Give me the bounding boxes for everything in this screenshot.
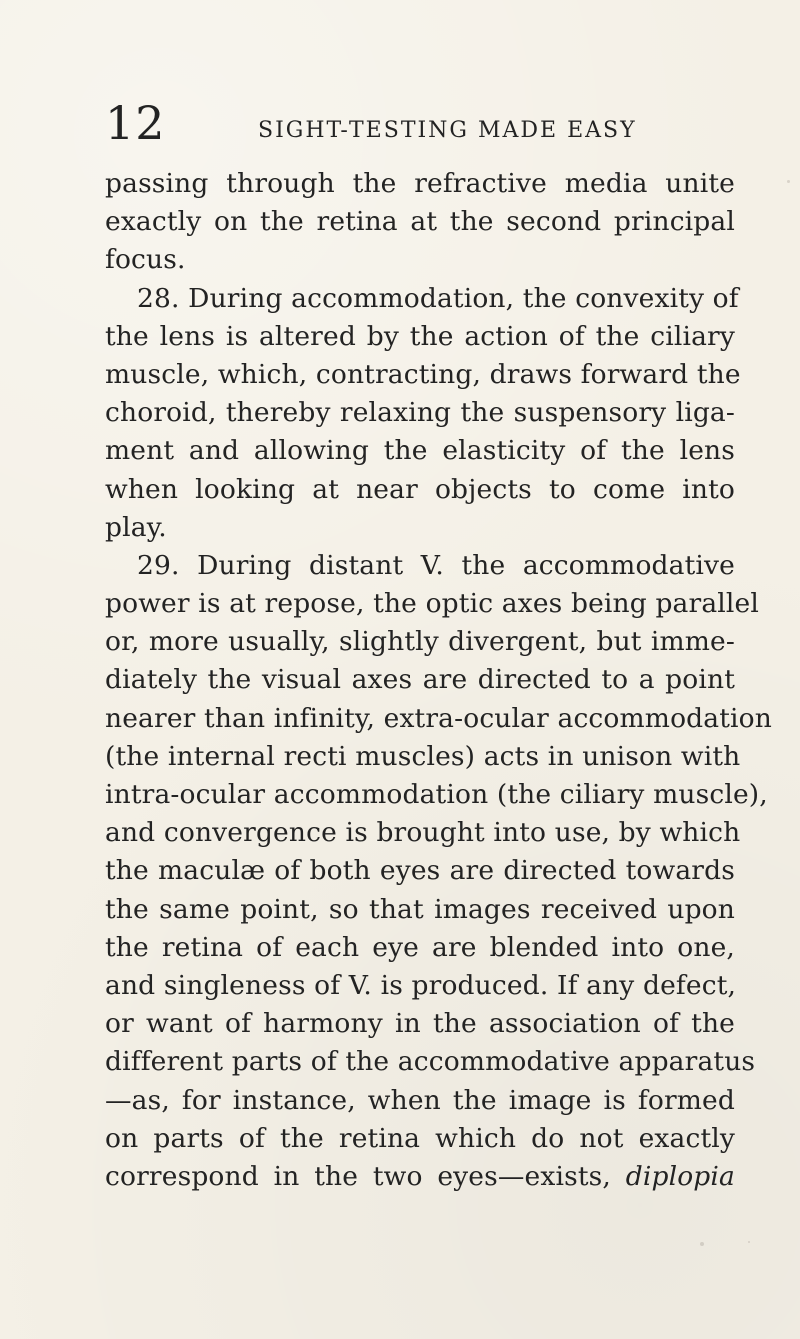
body-text [105,165,772,1196]
text-line: when looking at near objects to come into [105,473,735,505]
running-head: SIGHT-TESTING MADE EASY [258,118,637,143]
paper-dust-mark [787,180,790,183]
text-line: or, more usually, slightly divergent, but imme- [105,626,735,658]
final-text-line [105,1158,735,1196]
paragraph-29-start: 29. During distant V. the accommodative [137,549,735,581]
paper-dust-mark [700,1242,704,1246]
text-line: the retina of each eye are blended into one, [105,931,735,963]
text-line: intra-ocular accommodation (the ciliary muscle), [105,779,768,810]
text-line: nearer than infinity, extra-ocular accommodation [105,702,772,734]
text-line: choroid, thereby relaxing the suspensory liga- [105,397,735,429]
text-line: different parts of the accommodative apparatus [105,1046,756,1078]
text-line: and convergence is brought into use, by which [105,817,741,849]
text-line: diately the visual axes are directed to a point [105,664,735,696]
text-line: passing through the refractive media unite [105,168,735,199]
text-line: (the internal recti muscles) acts in unison with [105,740,741,772]
text-line: muscle, which, contracting, draws forward the [105,358,741,390]
text-line: focus. [105,244,186,276]
text-line: the same point, so that images received upon [105,893,735,925]
paper-dust-mark [748,1241,750,1243]
final-line-text: correspond in the two eyes—exists, [105,1160,611,1192]
text-line: on parts of the retina which do not exactly [105,1122,735,1154]
text-line: exactly on the retina at the second principal [105,206,735,238]
text-line: and singleness of V. is produced. If any defect, [105,969,737,1001]
text-line: the lens is altered by the action of the ciliary [105,320,735,352]
text-line: or want of harmony in the association of the [105,1008,735,1040]
diplopia-italic-term: diplopia [625,1160,735,1192]
text-line: power is at repose, the optic axes being parallel [105,588,759,620]
text-line: the maculæ of both eyes are directed towards [105,855,735,887]
text-line: play. [105,511,167,543]
paragraph-28-start: 28. During accommodation, the convexity of [137,282,739,314]
text-line: ment and allowing the elasticity of the lens [105,435,735,467]
page-number: 12 [105,96,166,150]
text-line: —as, for instance, when the image is formed [105,1084,735,1116]
